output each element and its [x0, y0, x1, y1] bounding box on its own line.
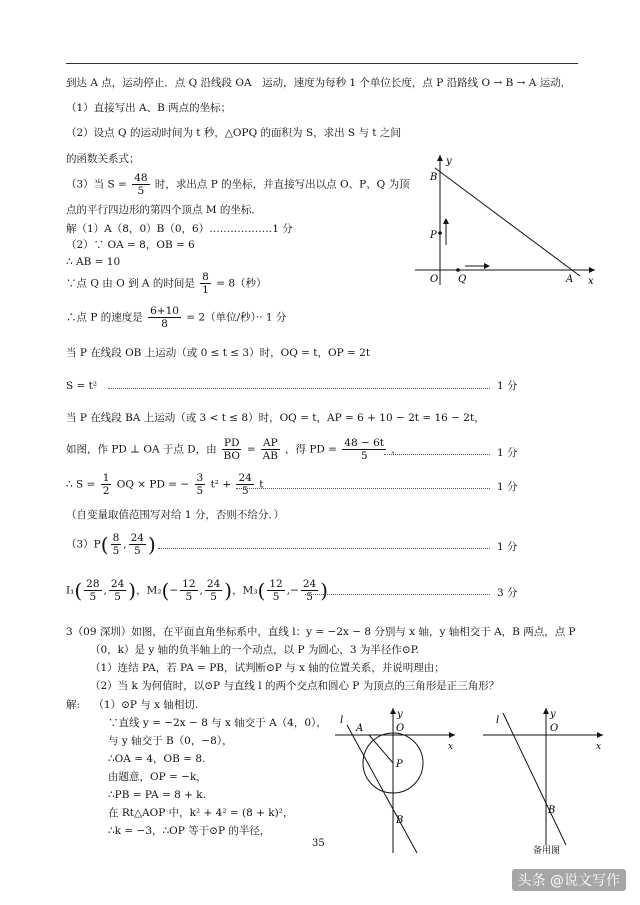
text-seg: ，得 PD =	[284, 443, 337, 456]
text-seg: = 8（秒）	[216, 277, 267, 290]
text-line: （2）∵ OA = 8，OB = 6	[66, 239, 195, 251]
paren: (	[257, 578, 266, 603]
text-line	[66, 172, 410, 197]
text-seg: = 2（单位/秒）·· 1 分	[186, 311, 287, 324]
label-x: x	[596, 742, 602, 752]
text-line	[66, 271, 267, 296]
text-seg: OQ × PD = −	[116, 478, 190, 491]
text-line: 当 P 在线段 BA 上运动（或 3 < t ≤ 8）时，OQ = t，AP = 6 + 10 − 2t = 16 − 2t，	[66, 412, 485, 424]
paren: )	[128, 578, 137, 603]
text-seg: 时，求出点 P 的坐标，并直接写出以点 O、P、Q 为顶	[154, 178, 410, 191]
dotted-leader	[384, 454, 490, 455]
text-seg: t² +	[210, 478, 232, 491]
fraction: $\frac{AP}{AB}$	[262, 437, 278, 462]
text-line: （0，k）是 y 轴的负半轴上的一个动点，以 P 为圆心，3 为半径作⊙P.	[90, 644, 419, 656]
label-b: B	[396, 815, 404, 826]
fraction: $\frac{24}{5}$	[206, 578, 221, 603]
text-line: ∴k = −3，∴OP 等于⊙P 的半径，	[108, 825, 271, 837]
text-line: 在 Rt△AOP 中，k² + 4² = (8 + k)²，	[108, 807, 294, 819]
fraction: $\frac{12}{5}$	[182, 578, 196, 603]
fraction: $\frac{24}{5}$	[238, 472, 252, 497]
text-line: 当 P 在线段 OB 上运动（或 0 ≤ t ≤ 3）时，OQ = t，OP = 2t	[66, 347, 371, 359]
label-b: B	[548, 805, 556, 816]
label-a: A	[356, 723, 364, 734]
dotted-leader	[108, 388, 490, 389]
x-axis-arrow	[597, 732, 603, 738]
paren: (	[74, 578, 83, 603]
label-y: y	[550, 709, 556, 720]
text-seg: 如图，作 PD ⊥ OA 于点 D，由	[66, 443, 217, 456]
dotted-leader	[305, 594, 490, 595]
text-seg: ，M₃	[232, 584, 258, 597]
text-line: （1）连结 PA，若 PA = PB，试判断⊙P 与 x 轴的位置关系，并说明理由；	[90, 662, 445, 674]
y-axis-arrow	[390, 708, 396, 714]
paren: )	[320, 578, 329, 603]
score: 1 分	[497, 380, 518, 392]
label-l: l	[340, 715, 344, 726]
fraction: $\frac{8}{1}$	[202, 271, 209, 296]
text-seg: t	[259, 478, 264, 491]
dotted-leader	[158, 548, 490, 549]
text-line: 解（1）A（8，0）B（0，6）………………1 分	[66, 223, 293, 235]
q-arrow-head	[484, 263, 490, 269]
fraction: $\frac{PD}{BO}$	[223, 437, 240, 462]
figure-circle-line	[330, 705, 460, 855]
text-seg: =	[246, 443, 256, 456]
text-line: 的函数关系式；	[66, 153, 140, 165]
fraction: $\frac{1}{2}$	[102, 472, 110, 497]
text-line: 到达 A 点，运动停止．点 Q 沿线段 OA 运动，速度为每秒 1 个单位长度，点 P 沿路线 O → B → A 运动．	[66, 77, 572, 89]
score: 1 分	[497, 481, 518, 493]
text-line: 由题意，OP = −k，	[108, 771, 207, 783]
page-number: 35	[312, 838, 325, 849]
text-line: ∴ AB = 10	[66, 256, 121, 268]
label-y: y	[397, 709, 403, 720]
fraction: $\frac{24}{5}$	[110, 578, 125, 603]
label-l: l	[496, 715, 500, 726]
point-p	[438, 231, 442, 235]
text-line	[66, 472, 263, 497]
y-axis-arrow	[543, 708, 549, 714]
p-arrow-head	[443, 218, 449, 224]
fraction: $\frac{48 - 6t}{5}$	[344, 437, 385, 462]
fraction: $\frac{24}{5}$	[302, 578, 317, 603]
paren: )	[147, 532, 156, 557]
text-line: （2）当 k 为何值时，以⊙P 与直线 l 的两个交点和圆心 P 为顶点的三角形是正三角形？	[90, 680, 500, 692]
fraction: $\frac{3}{5}$	[196, 472, 204, 497]
text-seg: ，M₂	[136, 584, 162, 597]
fraction: $\frac{28}{5}$	[86, 578, 100, 603]
line-l	[347, 725, 417, 853]
text-line	[66, 698, 198, 712]
paren: (	[161, 578, 170, 603]
figure-coordinate-triangle	[410, 150, 600, 290]
label-x: x	[588, 276, 594, 287]
watermark: 头条 @说文写作	[512, 869, 626, 891]
line-ab	[435, 168, 580, 276]
text-line: 与 y 轴交于 B（0，−8），	[108, 735, 233, 747]
y-axis-arrow	[437, 155, 443, 161]
text-line: ∴PB = PA = 8 + k.	[108, 789, 206, 801]
label-p: P	[396, 759, 403, 770]
text-seg: ∴ S =	[66, 478, 96, 491]
score: 1 分	[497, 447, 518, 459]
header-rule	[66, 63, 578, 64]
text-line: （3）P( $\frac{8}{5}$ , $\frac{24}{5}$ )	[66, 532, 156, 557]
text-seg: 解:	[66, 699, 81, 711]
text-line: ∴OA = 4，OB = 8.	[108, 753, 206, 765]
text-line: （自变量取值范围写对给 1 分，否则不给分．）	[66, 509, 285, 521]
figure-spare	[478, 705, 608, 855]
x-axis-arrow	[449, 732, 455, 738]
text-line	[66, 305, 286, 330]
score: 3 分	[497, 587, 518, 599]
paren: )	[224, 578, 233, 603]
x-axis-arrow	[589, 267, 595, 273]
text-line: （1）直接写出 A、B 两点的坐标；	[66, 102, 232, 114]
text-line: 3（09 深圳）如图，在平面直角坐标系中，直线 l：y = −2x − 8 分别与 x 轴，y 轴相交于 A，B 两点，点 P	[66, 626, 576, 638]
figure-caption: 备用图	[533, 846, 561, 855]
text-seg: ∴点 P 的速度是	[66, 311, 143, 324]
label-p: P	[430, 230, 437, 241]
text-line: （2）设点 Q 的运动时间为 t 秒，△OPQ 的面积为 S，求出 S 与 t 之间	[66, 127, 401, 139]
label-x: x	[448, 742, 454, 752]
text-seg: I₁	[66, 584, 75, 597]
text-seg: （1）⊙P 与 x 轴相切.	[93, 699, 199, 711]
text-seg: ，	[391, 443, 402, 456]
text-line: I₁( $\frac{28}{5}$ , $\frac{24}{5}$ )，M₂(− $\frac{12}{5}$ , $\frac{24}{5}$ )，M₃( $\frac{12}{5}$ ,− $\frac{24}{5}$ )	[66, 578, 329, 603]
text-seg: ∵点 Q 由 O 到 A 的时间是	[66, 277, 195, 290]
fraction: $\frac{12}{5}$	[269, 578, 283, 603]
fraction: $\frac{8}{5}$	[112, 532, 120, 557]
fraction: $\frac{24}{5}$	[130, 532, 144, 557]
text-line: S = t²	[66, 380, 98, 392]
score: 1 分	[497, 541, 518, 553]
label-o: O	[550, 723, 559, 734]
label-y: y	[446, 156, 452, 167]
fraction: $\frac{48}{5}$	[134, 172, 148, 197]
paren: (	[100, 532, 109, 557]
point-q	[456, 268, 460, 272]
text-line	[66, 437, 402, 462]
label-b: B	[430, 172, 438, 183]
text-line: 点的平行四边形的第四个顶点 M 的坐标．	[66, 204, 262, 216]
label-o: O	[430, 274, 439, 285]
segment-pa	[369, 735, 393, 763]
label-q: Q	[458, 274, 467, 285]
text-seg: （3）当 S =	[66, 178, 127, 191]
label-o: O	[396, 723, 405, 734]
text-line: ∵直线 y = −2x − 8 与 x 轴交于 A（4，0），	[108, 717, 327, 729]
fraction: $\frac{6+10}{8}$	[150, 305, 179, 330]
label-a: A	[566, 274, 574, 285]
text-seg: （3）P	[66, 538, 101, 551]
dotted-leader	[236, 488, 490, 489]
